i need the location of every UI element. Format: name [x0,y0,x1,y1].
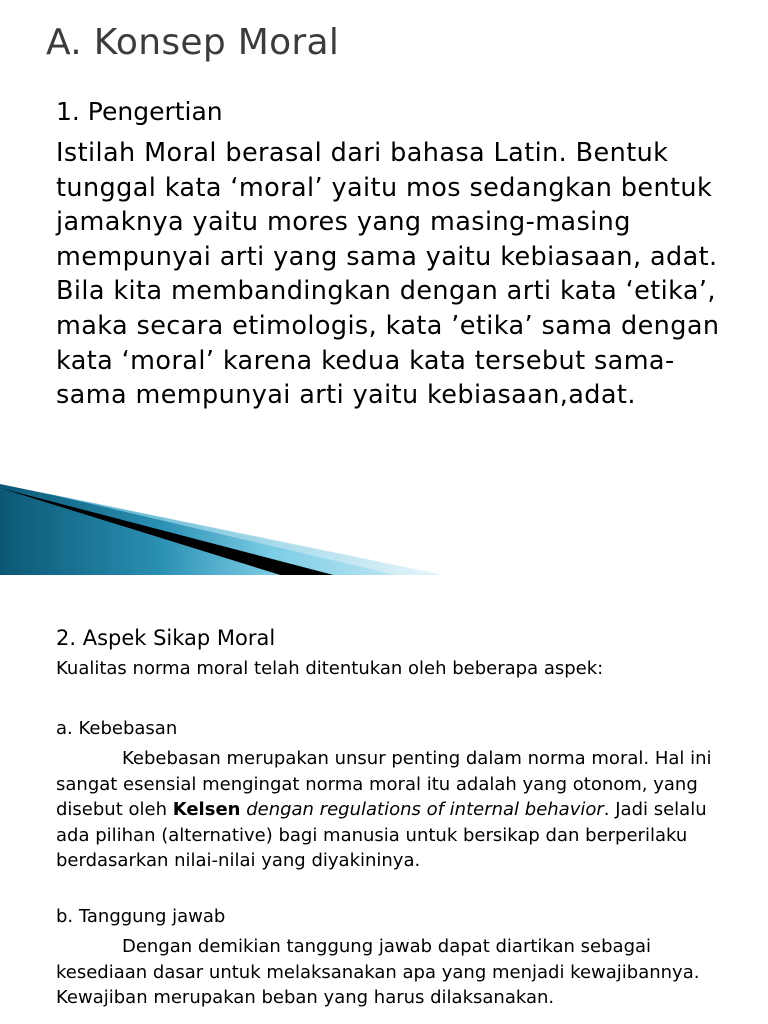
paragraph-kebebasan [56,746,726,874]
intro-text: Kualitas norma moral telah ditentukan oleh beberapa aspek: [56,658,604,679]
paragraph-tanggung-jawab: Dengan demikian tanggung jawab dapat diartikan sebagai kesediaan dasar untuk melaksanakan apa yang menjadi kewajibannya. Kewajiban merupakan beban yang harus dilaksanakan. [56,936,700,1009]
slide-heading: 2. Aspek Sikap Moral [56,626,276,650]
author-name: Kelsen [172,799,241,821]
section-heading-tanggung-jawab: b. Tanggung jawab [56,906,226,927]
section-heading-kebebasan: a. Kebebasan [56,718,178,739]
slide-decoration-swoosh [0,482,768,578]
italic-phrase: dengan regulations of internal behavior [240,799,604,821]
section-subtitle: 1. Pengertian [56,97,223,126]
definition-paragraph: Istilah Moral berasal dari bahasa Latin. Bentuk tunggal kata ‘moral’ yaitu mos sedangkan bentuk jamaknya yaitu mores yang masing-masing mempunyai arti yang sama yaitu kebiasaan, adat. Bila kita membandingkan dengan arti kata ‘etika’, maka secara etimologis, kata ’etika’ sama dengan kata ‘moral’ karena kedua kata tersebut sama-sama mempunyai arti yaitu kebiasaan,adat. [56,138,720,411]
slide-title: A. Konsep Moral [46,22,340,63]
paragraph-text-continued: . Jadi selalu ada pilihan (alternative) bagi manusia untuk bersikap dan berperilaku berdasarkan nilai-nilai yang diyakininya. [56,799,707,872]
paragraph-text: Kebebasan merupakan unsur penting dalam norma moral. Hal ini sangat esensial mengingat norma moral itu adalah yang otonom, yang disebut oleh [56,748,712,821]
slide-aspek-sikap-moral [0,578,768,1024]
